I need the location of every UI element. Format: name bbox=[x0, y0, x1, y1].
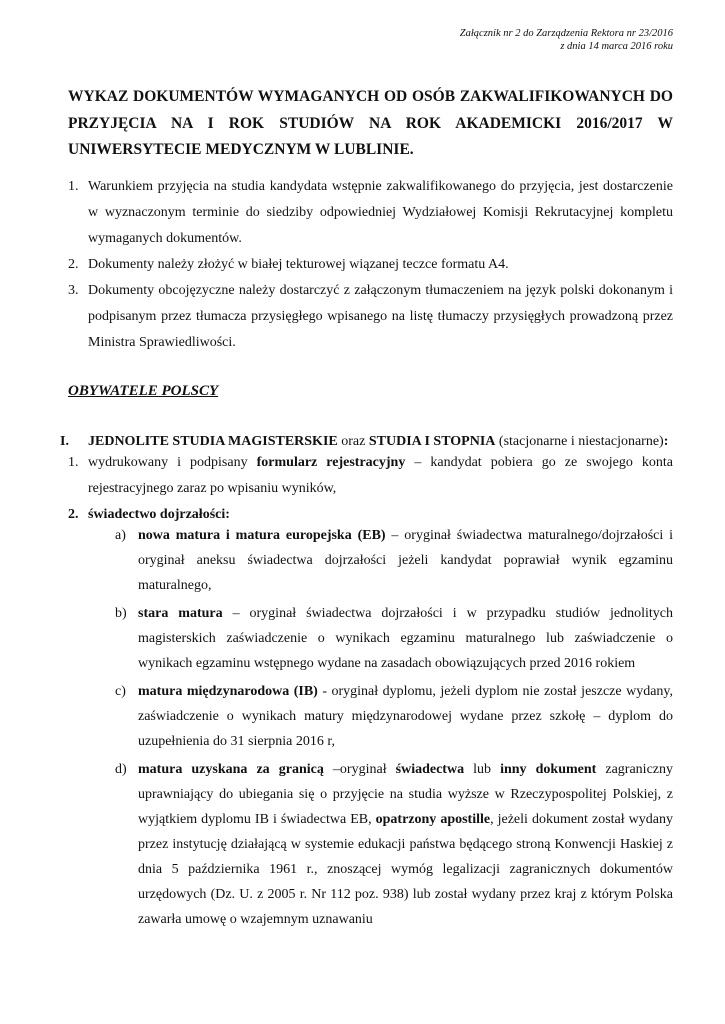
document-emphasis: inny dokument bbox=[500, 762, 597, 777]
roman-numeral: I. bbox=[60, 434, 69, 449]
heading-colon: : bbox=[663, 434, 669, 449]
intro-item-number: 3. bbox=[68, 283, 79, 298]
intro-item bbox=[68, 252, 673, 278]
intro-item bbox=[68, 174, 673, 252]
intro-item-number: 1. bbox=[68, 179, 79, 194]
requirement-text: świadectwo dojrzałości: bbox=[88, 507, 230, 522]
matura-type-name: nowa matura i matura europejska (EB) bbox=[138, 528, 386, 543]
intro-item-text: Dokumenty należy złożyć w białej tekturowej wiązanej teczce formatu A4. bbox=[88, 257, 509, 272]
matura-type-item bbox=[115, 679, 673, 754]
requirement-text-bold: formularz rejestracyjny bbox=[256, 455, 406, 470]
section-title: OBYWATELE POLSCY bbox=[68, 383, 219, 399]
requirement-item bbox=[68, 450, 673, 502]
matura-type-description: – oryginał świadectwa maturalnego/dojrzałości i oryginał aneksu świadectwa dojrzałości jeżeli kandydat poprawiał wynik egzaminu maturalnego, bbox=[138, 528, 673, 593]
matura-type-description: –oryginał bbox=[323, 762, 396, 777]
matura-type-description: zagraniczny uprawniający do ubiegania się o przyjęcie na studia wyższe w Rzeczypospolitej Polskiej, z wyjątkiem dyplomu IB i świadectwa EB, bbox=[138, 762, 673, 827]
document-title: WYKAZ DOKUMENTÓW WYMAGANYCH OD OSÓB ZAKWALIFIKOWANYCH DO PRZYJĘCIA NA I ROK STUDIÓW NA ROK AKADEMICKI 2016/2017 W UNIWERSYTECIE MEDYCZNYM W LUBLINIE. bbox=[68, 88, 673, 158]
requirement-text-pre: wydrukowany i podpisany bbox=[88, 455, 257, 470]
matura-type-letter: b) bbox=[115, 606, 127, 621]
requirement-number: 1. bbox=[68, 455, 79, 470]
study-type-1: JEDNOLITE STUDIA MAGISTERSKIE bbox=[88, 434, 338, 449]
apostille-emphasis: opatrzony apostille bbox=[375, 812, 491, 827]
matura-type-letter: c) bbox=[115, 684, 126, 699]
matura-type-description: , jeżeli dokument został wydany przez instytucję działającą w systemie edukacji państwa będącego stroną Konwencji Haskiej z dnia 5 października 1961 r., znoszącej wymóg legalizacji zagranicznych dokumentów urzędowych (Dz. U. z 2005 r. Nr 112 poz. 938) lub został wydany przez kraj z którym Polska zawarła umowę o wzajemnym uznawaniu bbox=[138, 812, 673, 927]
study-mode: (stacjonarne i niestacjonarne) bbox=[495, 434, 664, 449]
study-type-2: STUDIA I STOPNIA bbox=[368, 434, 496, 449]
matura-type-item bbox=[115, 601, 673, 676]
matura-type-name: matura uzyskana za granicą bbox=[138, 762, 324, 777]
attachment-note-line2: z dnia 14 marca 2016 roku bbox=[560, 41, 673, 52]
matura-type-letter: d) bbox=[115, 762, 127, 777]
requirement-text-post: – kandydat pobiera go ze swojego konta rejestracyjnego zaraz po wpisaniu wyników, bbox=[88, 455, 673, 496]
matura-type-description: – oryginał świadectwa dojrzałości i w przypadku studiów jednolitych magisterskich zaświadczenie o wynikach egzaminu maturalnego lub zaświadczenie o wynikach egzaminu wstępnego wydane na zasadach obowiązujących przed 2016 rokiem bbox=[138, 606, 673, 671]
attachment-note-line1: Załącznik nr 2 do Zarządzenia Rektora nr 23/2016 bbox=[459, 28, 673, 39]
requirements-list bbox=[68, 450, 673, 528]
matura-type-letter: a) bbox=[115, 528, 126, 543]
matura-types-list bbox=[115, 523, 673, 935]
matura-type-description: - oryginał dyplomu, jeżeli dyplom nie został jeszcze wydany, zaświadczenie o wynikach matury międzynarodowej wydane przez szkołę – dyplom do uzupełnienia do 31 sierpnia 2016 r, bbox=[138, 684, 673, 749]
matura-type-item bbox=[115, 757, 673, 932]
intro-item bbox=[68, 278, 673, 356]
intro-list bbox=[68, 174, 673, 356]
matura-type-name: stara matura bbox=[138, 606, 223, 621]
document-emphasis: świadectwa bbox=[395, 762, 465, 777]
intro-item-text: Warunkiem przyjęcia na studia kandydata wstępnie zakwalifikowanego do przyjęcia, jest dostarczenie w wyznaczonym terminie do siedziby odpowiedniej Wydziałowej Komisji Rekrutacyjnej kompletu wymaganych dokumentów. bbox=[88, 179, 673, 246]
attachment-note bbox=[460, 27, 673, 53]
requirement-number: 2. bbox=[68, 507, 79, 522]
study-type-conjunction: oraz bbox=[337, 434, 369, 449]
matura-type-name: matura międzynarodowa (IB) bbox=[138, 684, 318, 699]
intro-item-number: 2. bbox=[68, 257, 79, 272]
intro-item-text: Dokumenty obcojęzyczne należy dostarczyć z załączonym tłumaczeniem na język polski dokonanym i podpisanym przez tłumacza przysięgłego wpisanego na listę tłumaczy przysięgłych prowadzoną przez Ministra Sprawiedliwości. bbox=[88, 283, 673, 350]
matura-type-item bbox=[115, 523, 673, 598]
matura-type-description: lub bbox=[464, 762, 501, 777]
